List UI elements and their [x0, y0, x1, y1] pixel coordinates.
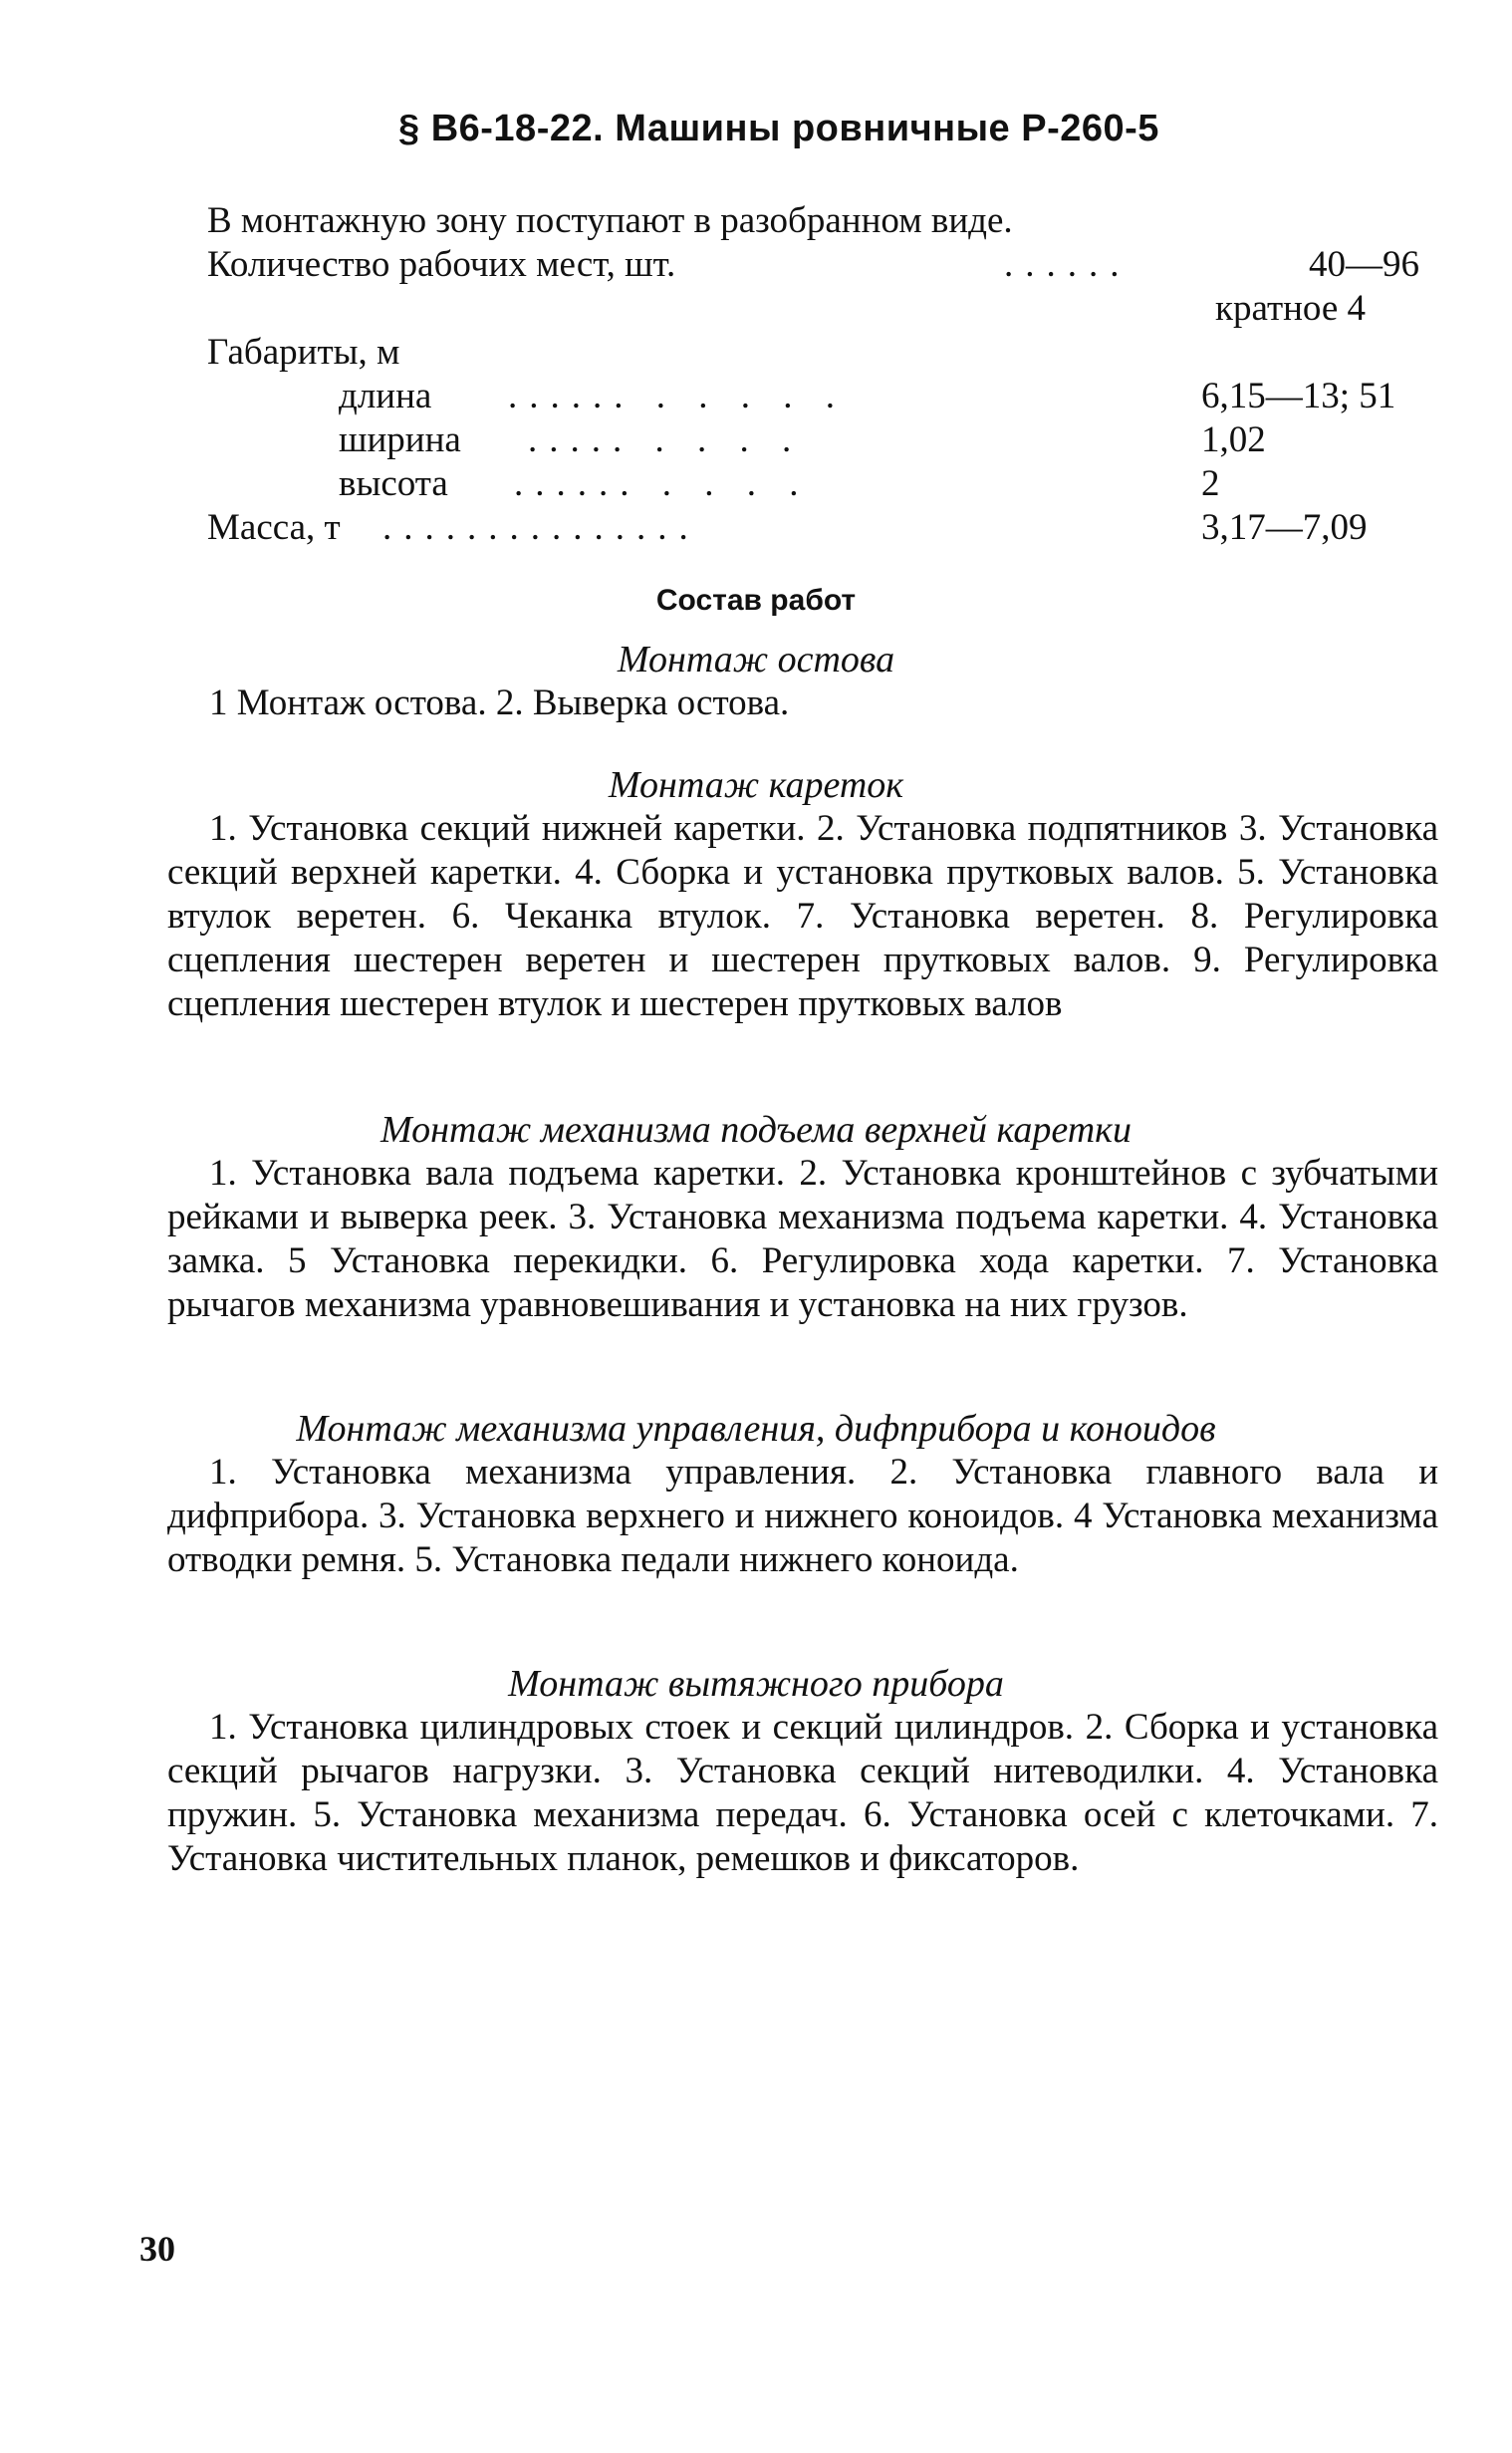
- spec-mass: [207, 506, 1438, 550]
- spec-label: длина: [339, 376, 432, 416]
- spec-label: Масса, т: [207, 507, 341, 548]
- leader-dots: ...............: [382, 507, 700, 548]
- spec-label: Габариты, м: [207, 332, 400, 373]
- leader-dots: ...... . . . .: [514, 463, 811, 504]
- spec-label: Количество рабочих мест, шт.: [207, 244, 676, 285]
- leader-dots: ...... . . . . .: [508, 376, 847, 416]
- spec-workplaces-note: [207, 287, 1438, 331]
- work-composition-heading: Состав работ: [655, 584, 857, 617]
- section-title: Монтаж кареток: [608, 764, 904, 806]
- spec-length: [339, 375, 1438, 418]
- spec-dimensions: [207, 331, 1438, 375]
- intro-text: В монтажную зону поступают в разобранном виде.: [207, 200, 1013, 241]
- page-number: 30: [139, 2229, 175, 2269]
- spec-value: 3,17—7,09: [1201, 507, 1368, 548]
- section-title: Монтаж вытяжного прибора: [508, 1663, 1004, 1705]
- section-text: 1. Установка вала подъема каретки. 2. Установка кронштейнов с зубчатыми рейками и выверка реек. 3. Установка механизма подъема каретки. 4. Установка замка. 5 Установка перекидки. 6. Регулировка хода каретки. 7. Установка рычагов механизма уравновешивания и установка на них грузов.: [167, 1153, 1438, 1325]
- spec-value: 40—96: [1309, 244, 1419, 285]
- section-text: 1. Установка секций нижней каретки. 2. Установка подпятников 3. Установка секций верхней каретки. 4. Сборка и установка прутковых валов. 5. Установка втулок веретен. 6. Чеканка втулок. 7. Установка веретен. 8. Регулировка сцепления шестерен веретен и шестерен прутковых валов. 9. Регулировка сцепления шестерен втулок и шестерен прутковых валов: [167, 808, 1438, 1024]
- leader-dots: ......: [1004, 244, 1132, 285]
- spec-height: [339, 462, 1438, 506]
- spec-value: 6,15—13; 51: [1201, 376, 1396, 416]
- section-title: Монтаж механизма подъема верхней каретки: [380, 1109, 1132, 1151]
- section-title: Монтаж механизма управления, дифприбора и коноидов: [296, 1408, 1216, 1450]
- section-text: 1. Установка цилиндровых стоек и секций цилиндров. 2. Сборка и установка секций рычагов нагрузки. 3. Установка секций нитеводилки. 4. Установка пружин. 5. Установка механизма передач. 6. Установка осей с клеточками. 7. Установка чистительных планок, ремешков и фиксаторов.: [167, 1707, 1438, 1879]
- section-text: 1 Монтаж остова. 2. Выверка остова.: [209, 682, 790, 723]
- spec-label: ширина: [339, 419, 461, 460]
- spec-workplaces: [207, 243, 1438, 287]
- spec-value: 2: [1201, 463, 1220, 504]
- page-title: § В6-18-22. Машины ровничные Р-260-5: [398, 108, 1159, 149]
- spec-width: [339, 418, 1438, 462]
- section-title: Монтаж остова: [617, 639, 895, 681]
- section-text: 1. Установка механизма управления. 2. Установка главного вала и дифприбора. 3. Установка верхнего и нижнего коноидов. 4 Установка механизма отводки ремня. 5. Установка педали нижнего коноида.: [167, 1452, 1438, 1580]
- spec-label: высота: [339, 463, 448, 504]
- spec-note: кратное 4: [1215, 288, 1367, 329]
- spec-value: 1,02: [1201, 419, 1266, 460]
- leader-dots: ..... . . . .: [528, 419, 804, 460]
